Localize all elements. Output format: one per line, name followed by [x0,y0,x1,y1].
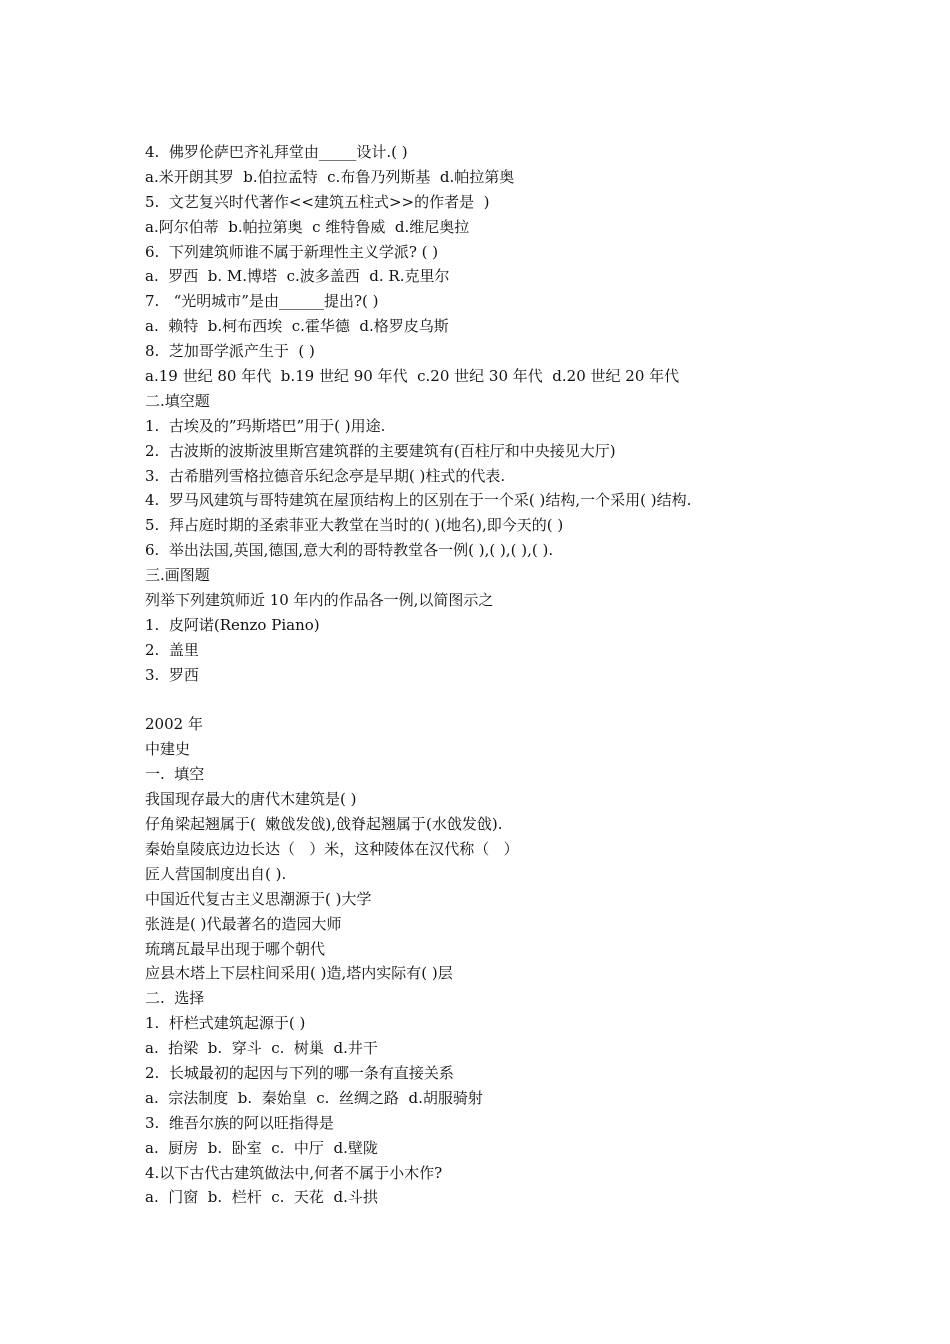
blank-line [145,688,845,713]
options-line: a.阿尔伯蒂 b.帕拉第奥 c 维特鲁威 d.维尼奥拉 [145,217,470,236]
question-line: 6. 下列建筑师谁不属于新理性主义学派? ( ) [145,242,439,261]
question-line: 5. 文艺复兴时代著作<<建筑五柱式>>的作者是 ) [145,192,490,211]
document-body [145,140,845,1210]
question-line: 秦始皇陵底边边长达（ ）米，这种陵体在汉代称（ ） [145,839,519,858]
options-line: a. 宗法制度 b. 秦始皇 c. 丝绸之路 d.胡服骑射 [145,1088,483,1107]
options-line: a. 赖特 b.柯布西埃 c.霍华德 d.格罗皮乌斯 [145,317,449,336]
options-line: a. 抬梁 b. 穿斗 c. 树巢 d.井干 [145,1039,378,1058]
question-line: 7. “光明城市”是由______提出?( ) [145,292,379,311]
year-heading: 2002 年 [145,715,203,734]
question-line: 3. 维吾尔族的阿以旺指得是 [145,1113,334,1132]
section-heading: 三.画图题 [145,566,210,585]
section-heading: 一. 填空 [145,765,205,784]
options-line: a. 门窗 b. 栏杆 c. 天花 d.斗拱 [145,1188,378,1207]
question-line: 张涟是( )代最著名的造园大师 [145,914,342,933]
section-heading: 二. 选择 [145,989,205,1008]
question-line: 3. 罗西 [145,665,199,684]
subject-heading: 中建史 [145,740,191,759]
question-line: 4. 罗马风建筑与哥特建筑在屋顶结构上的区别在于一个采( )结构,一个采用( )结构. [145,491,692,510]
question-line: 琉璃瓦最早出现于哪个朝代 [145,939,326,958]
question-line: 1. 古埃及的”玛斯塔巴”用于( )用途. [145,416,386,435]
question-line: 4. 佛罗伦萨巴齐礼拜堂由_____设计.( ) [145,143,408,161]
options-line: a. 罗西 b. M.博塔 c.波多盖西 d. R.克里尔 [145,267,450,286]
options-line: a.19 世纪 80 年代 b.19 世纪 90 年代 c.20 世纪 30 年代 d.20 世纪 20 年代 [145,367,680,386]
question-line: 仔角梁起翘属于( 嫩戗发戗),戗脊起翘属于(水戗发戗). [145,815,503,834]
question-line: 3. 古希腊列雪格拉德音乐纪念亭是早期( )柱式的代表. [145,466,506,485]
question-line: 中国近代复古主义思潮源于( )大学 [145,889,372,908]
question-line: 2. 古波斯的波斯波里斯宫建筑群的主要建筑有(百柱厅和中央接见大厅) [145,441,616,460]
options-line: a.米开朗其罗 b.伯拉孟特 c.布鲁乃列斯基 d.帕拉第奥 [145,167,515,186]
question-line: 2. 盖里 [145,640,199,659]
question-line: 1. 杆栏式建筑起源于( ) [145,1014,306,1033]
question-line: 5. 拜占庭时期的圣索菲亚大教堂在当时的( )(地名),即今天的( ) [145,516,564,535]
options-line: a. 厨房 b. 卧室 c. 中厅 d.壁陇 [145,1138,378,1157]
question-line: 8. 芝加哥学派产生于 ( ) [145,342,315,361]
question-line: 6. 举出法国,英国,德国,意大利的哥特教堂各一例( ),( ),( ),( ). [145,541,554,560]
section-heading: 二.填空题 [145,391,210,410]
instruction-line: 列举下列建筑师近 10 年内的作品各一例,以简图示之 [145,591,494,610]
question-line: 4.以下古代古建筑做法中,何者不属于小木作? [145,1163,443,1182]
question-line: 2. 长城最初的起因与下列的哪一条有直接关系 [145,1063,454,1082]
question-line: 1. 皮阿诺(Renzo Piano) [145,615,320,634]
question-line: 我国现存最大的唐代木建筑是( ) [145,790,357,809]
question-line: 应县木塔上下层柱间采用( )造,塔内实际有( )层 [145,964,453,983]
question-line: 匠人营国制度出自( ). [145,864,287,883]
